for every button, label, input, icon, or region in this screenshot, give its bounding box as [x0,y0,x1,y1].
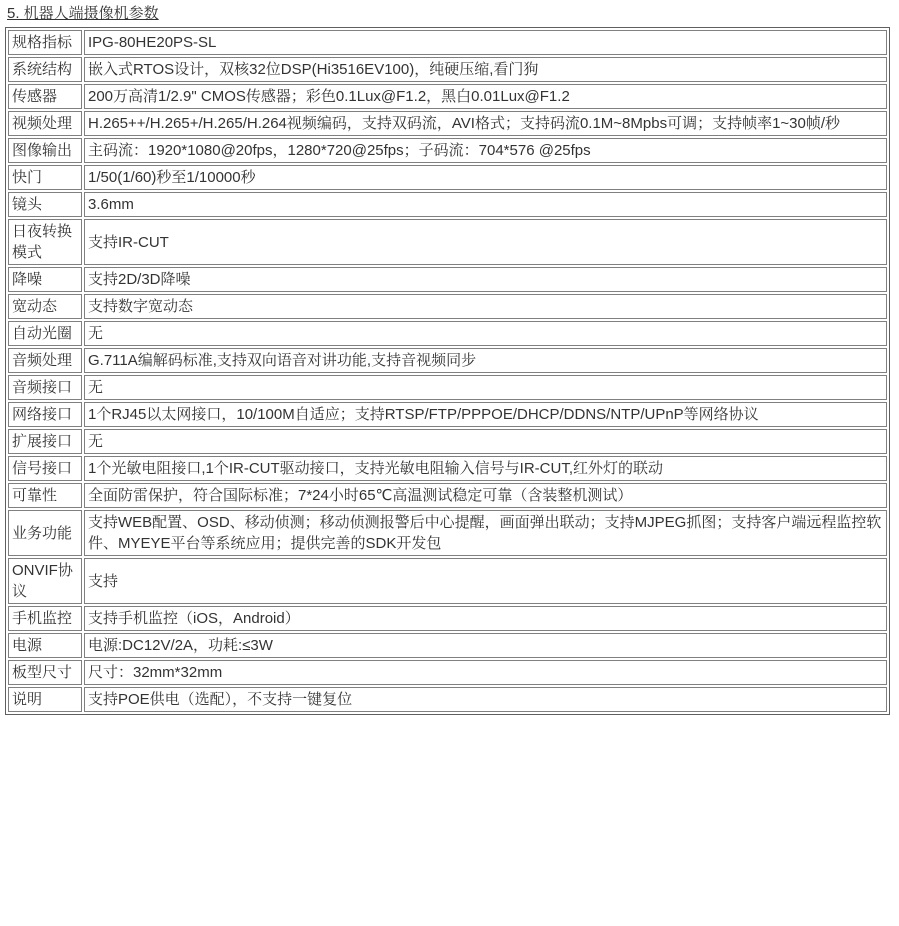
spec-label: 宽动态 [8,294,82,319]
spec-value: 200万高清1/2.9" CMOS传感器；彩色0.1Lux@F1.2，黑白0.01Lux@F1.2 [84,84,887,109]
spec-label: 音频处理 [8,348,82,373]
table-row [8,456,887,481]
spec-value: 电源:DC12V/2A，功耗:≤3W [84,633,887,658]
table-row [8,687,887,712]
table-row [8,633,887,658]
spec-value: IPG-80HE20PS-SL [84,30,887,55]
spec-value: 全面防雷保护，符合国际标准；7*24小时65℃高温测试稳定可靠（含装整机测试） [84,483,887,508]
table-row [8,84,887,109]
table-row [8,660,887,685]
spec-label: 规格指标 [8,30,82,55]
spec-value: 无 [84,375,887,400]
table-row [8,192,887,217]
spec-value: 1个光敏电阻接口,1个IR-CUT驱动接口，支持光敏电阻输入信号与IR-CUT,红外灯的联动 [84,456,887,481]
spec-label: 视频处理 [8,111,82,136]
spec-value: 主码流：1920*1080@20fps，1280*720@25fps；子码流：704*576 @25fps [84,138,887,163]
spec-value: 1个RJ45以太网接口，10/100M自适应；支持RTSP/FTP/PPPOE/DHCP/DDNS/NTP/UPnP等网络协议 [84,402,887,427]
table-row [8,219,887,265]
table-row [8,165,887,190]
table-row [8,429,887,454]
spec-label: 传感器 [8,84,82,109]
spec-table [5,27,890,715]
spec-value: 3.6mm [84,192,887,217]
spec-value: 无 [84,429,887,454]
spec-value: 嵌入式RTOS设计，双核32位DSP(Hi3516EV100)，纯硬压缩,看门狗 [84,57,887,82]
table-row [8,606,887,631]
spec-label: 说明 [8,687,82,712]
spec-label: 业务功能 [8,510,82,556]
spec-label: 降噪 [8,267,82,292]
spec-value: 支持POE供电（选配），不支持一键复位 [84,687,887,712]
spec-value: 支持 [84,558,887,604]
table-row [8,30,887,55]
table-row [8,348,887,373]
spec-label: 电源 [8,633,82,658]
table-row [8,111,887,136]
spec-label: 可靠性 [8,483,82,508]
spec-label: 网络接口 [8,402,82,427]
table-row [8,267,887,292]
table-row [8,294,887,319]
spec-value: 支持2D/3D降噪 [84,267,887,292]
spec-label: 快门 [8,165,82,190]
spec-label: 板型尺寸 [8,660,82,685]
page-title: 5. 机器人端摄像机参数 [7,5,159,22]
spec-value: 支持IR-CUT [84,219,887,265]
table-row [8,57,887,82]
table-row [8,558,887,604]
spec-label: ONVIF协议 [8,558,82,604]
spec-label: 音频接口 [8,375,82,400]
spec-label: 日夜转换模式 [8,219,82,265]
spec-label: 图像输出 [8,138,82,163]
spec-value: 1/50(1/60)秒至1/10000秒 [84,165,887,190]
table-row [8,138,887,163]
spec-value: 无 [84,321,887,346]
spec-label: 信号接口 [8,456,82,481]
table-row [8,483,887,508]
spec-value: 尺寸：32mm*32mm [84,660,887,685]
spec-value: 支持手机监控（iOS，Android） [84,606,887,631]
spec-value: G.711A编解码标准,支持双向语音对讲功能,支持音视频同步 [84,348,887,373]
spec-value: H.265++/H.265+/H.265/H.264视频编码，支持双码流，AVI格式；支持码流0.1M~8Mpbs可调；支持帧率1~30帧/秒 [84,111,887,136]
table-row [8,375,887,400]
spec-label: 扩展接口 [8,429,82,454]
spec-label: 系统结构 [8,57,82,82]
spec-value: 支持数字宽动态 [84,294,887,319]
spec-label: 镜头 [8,192,82,217]
table-row [8,510,887,556]
table-row [8,402,887,427]
spec-value: 支持WEB配置、OSD、移动侦测；移动侦测报警后中心提醒，画面弹出联动；支持MJPEG抓图；支持客户端远程监控软件、MYEYE平台等系统应用；提供完善的SDK开发包 [84,510,887,556]
table-row [8,321,887,346]
spec-label: 自动光圈 [8,321,82,346]
spec-label: 手机监控 [8,606,82,631]
